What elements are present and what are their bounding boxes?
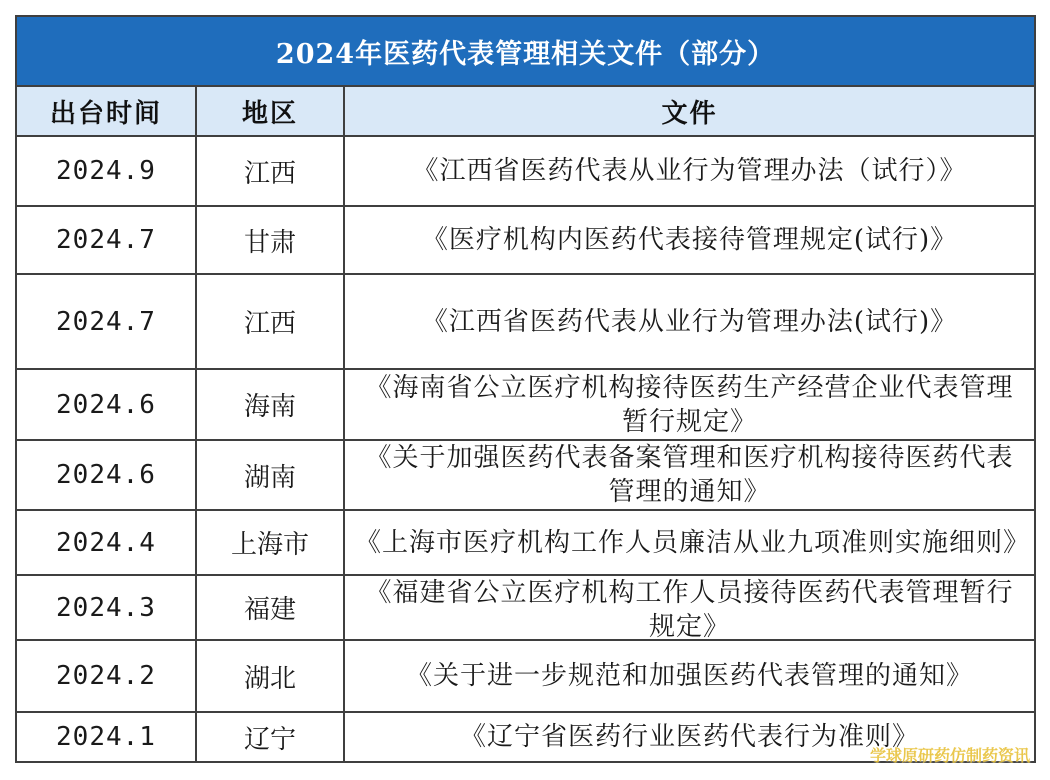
- row-document: [344, 440, 1035, 510]
- table-title: 2024年医药代表管理相关文件（部分）: [16, 16, 1035, 86]
- table-row: [16, 136, 1035, 206]
- row-region: 上海市: [196, 510, 344, 575]
- row-document-text: 《福建省公立医疗机构工作人员接待医药代表管理暂行规定》: [365, 578, 1014, 639]
- row-document: [344, 274, 1035, 369]
- row-date: 2024.9: [16, 136, 196, 206]
- row-document: [344, 369, 1035, 440]
- table-row: [16, 274, 1035, 369]
- header-date: 出台时间: [16, 86, 196, 136]
- row-region: 海南: [196, 369, 344, 440]
- row-document-text: 《江西省医药代表从业行为管理办法(试行)》: [421, 306, 958, 337]
- row-date: 2024.6: [16, 369, 196, 440]
- table-header-row: [16, 86, 1035, 136]
- regulation-table: [15, 15, 1036, 763]
- row-date: 2024.2: [16, 640, 196, 712]
- row-region: 江西: [196, 274, 344, 369]
- table-row: [16, 369, 1035, 440]
- row-region: 湖南: [196, 440, 344, 510]
- table-row: [16, 206, 1035, 274]
- row-document: [344, 575, 1035, 640]
- row-region: 湖北: [196, 640, 344, 712]
- row-date: 2024.4: [16, 510, 196, 575]
- row-document-text: 《上海市医疗机构工作人员廉洁从业九项准则实施细则》: [355, 527, 1031, 558]
- row-document: [344, 206, 1035, 274]
- document-table-container: [15, 15, 1034, 765]
- row-date: 2024.3: [16, 575, 196, 640]
- row-document-text: 《关于加强医药代表备案管理和医疗机构接待医药代表管理的通知》: [365, 443, 1014, 507]
- table-row: [16, 575, 1035, 640]
- table-row: [16, 640, 1035, 712]
- row-document: [344, 510, 1035, 575]
- row-document-text: 《辽宁省医药行业医药代表行为准则》: [460, 722, 920, 752]
- row-document: [344, 136, 1035, 206]
- row-date: 2024.7: [16, 206, 196, 274]
- row-region: 甘肃: [196, 206, 344, 274]
- row-document: [344, 640, 1035, 712]
- row-document-text: 《江西省医药代表从业行为管理办法（试行）》: [412, 156, 967, 186]
- header-region: 地区: [196, 86, 344, 136]
- row-date: 2024.1: [16, 712, 196, 762]
- row-document-text: 《海南省公立医疗机构接待医药生产经营企业代表管理暂行规定》: [365, 372, 1014, 437]
- header-document: 文件: [344, 86, 1035, 136]
- table-row: [16, 440, 1035, 510]
- row-region: 江西: [196, 136, 344, 206]
- row-date: 2024.6: [16, 440, 196, 510]
- row-region: 辽宁: [196, 712, 344, 762]
- watermark-text: 学球原研药仿制药资讯: [869, 746, 1030, 765]
- row-document-text: 《医疗机构内医药代表接待管理规定(试行)》: [421, 225, 958, 255]
- row-date: 2024.7: [16, 274, 196, 369]
- row-region: 福建: [196, 575, 344, 640]
- table-title-row: [16, 16, 1035, 86]
- row-document-text: 《关于进一步规范和加强医药代表管理的通知》: [406, 661, 974, 691]
- table-row: [16, 510, 1035, 575]
